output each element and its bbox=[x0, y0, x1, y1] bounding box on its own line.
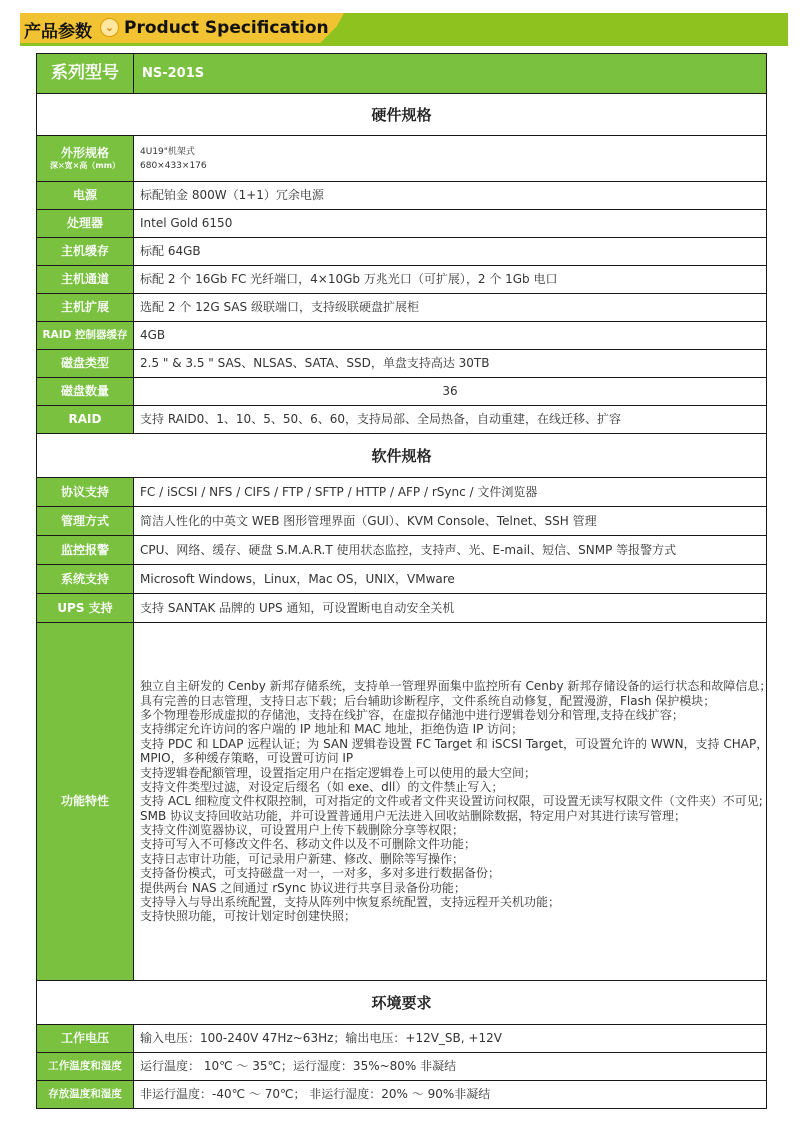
disk-type-value: 2.5 " & 3.5 " SAS、NLSAS、SATA、SSD，单盘支持高达 30TB bbox=[134, 350, 767, 378]
op-temp-label: 工作温度和湿度 bbox=[37, 1053, 134, 1081]
protocol-label: 协议支持 bbox=[37, 478, 134, 507]
feature-line: 独立自主研发的 Cenby 新邦存储系统，支持单一管理界面集中监控所有 Cenby 新邦存储设备的运行状态和故障信息； bbox=[140, 679, 772, 694]
monitoring-value: CPU、网络、缓存、硬盘 S.M.A.R.T 使用状态监控，支持声、光、E-mail、短信、SNMP 等报警方式 bbox=[134, 536, 767, 565]
banner-underline bbox=[20, 43, 788, 46]
spec-row-expansion bbox=[37, 294, 767, 322]
management-label: 管理方式 bbox=[37, 507, 134, 536]
disk-type-label: 磁盘类型 bbox=[37, 350, 134, 378]
feature-line: MPIO，多种缓存策略，可设置可访问 IP bbox=[140, 751, 354, 766]
cpu-label: 处理器 bbox=[37, 210, 134, 238]
feature-line: 支持可写入不可修改文件名、移动文件以及不可删除文件功能； bbox=[140, 837, 477, 852]
form-line-2: 680×433×176 bbox=[140, 160, 207, 171]
banner-title-cn: 产品参数 bbox=[24, 22, 92, 42]
raid-cache-label: RAID 控制器缓存 bbox=[37, 322, 134, 350]
feature-line: SMB 协议支持回收站功能，并可设置普通用户无法进入回收站删除数据，特定用户对其进行读写管理； bbox=[140, 808, 687, 823]
power-value: 标配铂金 800W（1+1）冗余电源 bbox=[134, 182, 767, 210]
cache-value: 标配 64GB bbox=[134, 238, 767, 266]
spec-row-cache bbox=[37, 238, 767, 266]
form-value-cell bbox=[134, 136, 767, 182]
model-row bbox=[37, 54, 767, 94]
expansion-value: 选配 2 个 12G SAS 级联端口，支持级联硬盘扩展柜 bbox=[134, 294, 767, 322]
section-environment-row bbox=[37, 981, 767, 1025]
raid-cache-value: 4GB bbox=[134, 322, 767, 350]
spec-row-management bbox=[37, 507, 767, 536]
form-label: 外形规格 bbox=[60, 146, 109, 160]
spec-row-form bbox=[37, 136, 767, 182]
section-environment-title: 环境要求 bbox=[37, 981, 767, 1025]
os-value: Microsoft Windows，Linux，Mac OS，UNIX，VMware bbox=[134, 565, 767, 594]
feature-line: 支持日志审计功能，可记录用户新建、修改、删除等写操作； bbox=[140, 851, 465, 866]
spec-row-raid-cache bbox=[37, 322, 767, 350]
feature-line: 支持备份模式，可支持磁盘一对一，一对多，多对多进行数据备份； bbox=[140, 866, 501, 881]
feature-line: 支持 PDC 和 LDAP 远程认证；为 SAN 逻辑卷设置 FC Target 和 iSCSI Target，可设置允许的 WWN，支持 CHAP， bbox=[140, 736, 769, 751]
banner-title-en: Product Specification bbox=[124, 18, 329, 38]
voltage-label: 工作电压 bbox=[37, 1025, 134, 1053]
section-software-row bbox=[37, 434, 767, 478]
spec-row-voltage bbox=[37, 1025, 767, 1053]
spec-table bbox=[36, 53, 772, 1109]
form-sublabel: 深×宽×高（mm） bbox=[49, 161, 121, 170]
storage-temp-label: 存放温度和湿度 bbox=[37, 1081, 134, 1109]
feature-line: 支持绑定允许访问的客户端的 IP 地址和 MAC 地址，拒绝伪造 IP 访问； bbox=[140, 722, 524, 737]
voltage-value: 输入电压：100-240V 47Hz~63Hz；输出电压：+12V_SB, +12V bbox=[134, 1025, 767, 1053]
power-label: 电源 bbox=[37, 182, 134, 210]
spec-row-disk-count bbox=[37, 378, 767, 406]
form-line-1: 4U19"机架式 bbox=[140, 146, 195, 157]
management-value: 简洁人性化的中英文 WEB 图形管理界面（GUI）、KVM Console、Telnet、SSH 管理 bbox=[134, 507, 767, 536]
spec-row-os bbox=[37, 565, 767, 594]
spec-row-cpu bbox=[37, 210, 767, 238]
expansion-label: 主机扩展 bbox=[37, 294, 134, 322]
spec-row-ups bbox=[37, 594, 767, 623]
raid-value: 支持 RAID0、1、10、5、50、6、60，支持局部、全局热备，自动重建，在线迁移、扩容 bbox=[134, 406, 767, 434]
spec-row-power bbox=[37, 182, 767, 210]
protocol-value: FC / iSCSI / NFS / CIFS / FTP / SFTP / HTTP / AFP / rSync / 文件浏览器 bbox=[134, 478, 767, 507]
feature-line: 支持 ACL 细粒度文件权限控制，可对指定的文件或者文件夹设置访问权限，可设置无读写权限文件（文件夹）不可见; bbox=[140, 794, 763, 809]
form-label-cell bbox=[37, 136, 134, 182]
ups-value: 支持 SANTAK 品牌的 UPS 通知，可设置断电自动安全关机 bbox=[134, 594, 767, 623]
spec-row-op-temp bbox=[37, 1053, 767, 1081]
ups-label: UPS 支持 bbox=[37, 594, 134, 623]
section-software-title: 软件规格 bbox=[37, 434, 767, 478]
model-value: NS-201S bbox=[134, 54, 767, 94]
spec-row-disk-type bbox=[37, 350, 767, 378]
disk-count-label: 磁盘数量 bbox=[37, 378, 134, 406]
feature-line: 具有完善的日志管理，支持日志下载；后台辅助诊断程序，文件系统自动修复，配置漫游，Flash 保护模块； bbox=[140, 693, 716, 708]
feature-line: 支持导入与导出系统配置，支持从阵列中恢复系统配置，支持远程开关机功能； bbox=[140, 895, 561, 910]
cache-label: 主机缓存 bbox=[37, 238, 134, 266]
cpu-value: Intel Gold 6150 bbox=[134, 210, 767, 238]
spec-row-storage-temp bbox=[37, 1081, 767, 1109]
spec-row-monitoring bbox=[37, 536, 767, 565]
banner-green-bar bbox=[320, 13, 788, 43]
feature-line: 支持快照功能，可按计划定时创建快照； bbox=[140, 909, 357, 924]
spec-row-channel bbox=[37, 266, 767, 294]
channel-label: 主机通道 bbox=[37, 266, 134, 294]
disk-count-value: 36 bbox=[134, 378, 767, 406]
raid-label: RAID bbox=[37, 406, 134, 434]
feature-line: 支持文件浏览器协议，可设置用户上传下载删除分享等权限； bbox=[140, 823, 465, 838]
storage-temp-value: 非运行温度：-40℃ ～ 70℃； 非运行湿度：20% ～ 90%非凝结 bbox=[134, 1081, 767, 1109]
spec-row-features bbox=[37, 623, 767, 981]
section-hardware-title: 硬件规格 bbox=[37, 94, 767, 136]
monitoring-label: 监控报警 bbox=[37, 536, 134, 565]
model-label: 系列型号 bbox=[37, 54, 134, 94]
chevron-down-circle-icon: ⌄ bbox=[100, 18, 119, 37]
os-label: 系统支持 bbox=[37, 565, 134, 594]
op-temp-value: 运行温度： 10℃ ～ 35℃；运行湿度：35%~80% 非凝结 bbox=[134, 1053, 767, 1081]
feature-line: 支持文件类型过滤，对设定后缀名（如 exe、dll）的文件禁止写入； bbox=[140, 779, 504, 794]
spec-banner bbox=[20, 13, 788, 43]
feature-line: 多个物理卷形成虚拟的存储池，支持在线扩容，在虚拟存储池中进行逻辑卷划分和管理,支持在线扩容； bbox=[140, 707, 684, 722]
features-list bbox=[134, 623, 772, 981]
channel-value: 标配 2 个 16Gb FC 光纤端口，4×10Gb 万兆光口（可扩展），2 个 1Gb 电口 bbox=[134, 266, 767, 294]
features-label: 功能特性 bbox=[37, 623, 134, 981]
feature-line: 提供两台 NAS 之间通过 rSync 协议进行共享目录备份功能； bbox=[140, 880, 466, 895]
feature-line: 支持逻辑卷配额管理，设置指定用户在指定逻辑卷上可以使用的最大空间； bbox=[140, 765, 537, 780]
spec-row-protocol bbox=[37, 478, 767, 507]
spec-row-raid bbox=[37, 406, 767, 434]
section-hardware-row bbox=[37, 94, 767, 136]
